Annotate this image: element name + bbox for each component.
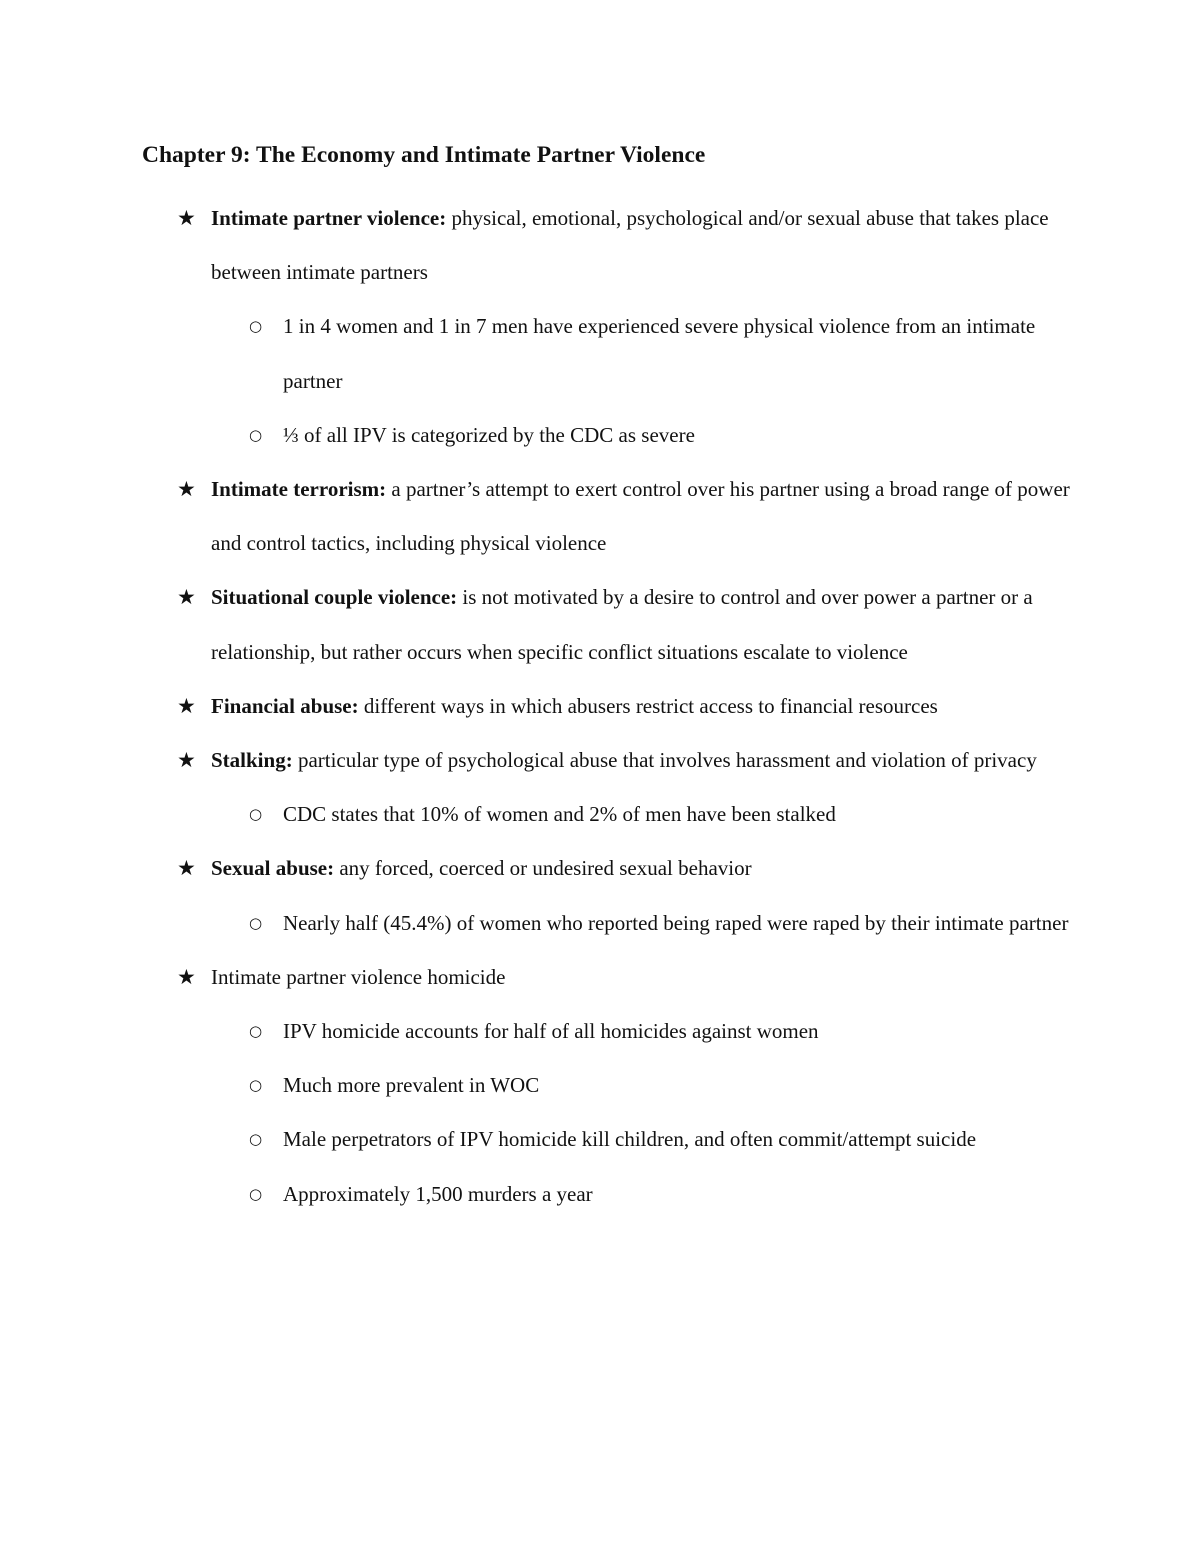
star-bullet-icon: ★ (177, 748, 196, 773)
star-bullet-icon: ★ (177, 585, 196, 610)
definition-text: different ways in which abusers restrict access to financial resources (358, 693, 938, 718)
sub-list-item (249, 1112, 1183, 1166)
star-bullet-icon: ★ (177, 693, 196, 718)
sub-item-text: Male perpetrators of IPV homicide kill children, and often commit/attempt suicide (283, 1127, 977, 1152)
sub-list-item (249, 1167, 1073, 1221)
star-bullet-icon: ★ (177, 964, 196, 989)
circle-bullet-icon: ○ (249, 317, 263, 336)
sub-item-text: ⅓ of all IPV is categorized by the CDC as severe (283, 422, 695, 447)
list-item-ipv-homicide (0, 950, 1071, 1221)
notes-outline (0, 191, 1200, 1221)
circle-bullet-icon: ○ (249, 1184, 263, 1203)
sub-item-text: CDC states that 10% of women and 2% of men have been stalked (283, 802, 836, 827)
term-label: Situational couple violence: (211, 585, 458, 610)
circle-bullet-icon: ○ (249, 1076, 263, 1095)
term-label: Intimate terrorism: (211, 477, 387, 502)
sub-list-item (249, 896, 1073, 950)
list-item-situational-couple-violence (0, 570, 1071, 678)
term-label: Intimate partner violence: (211, 206, 447, 230)
sub-list (211, 1004, 1071, 1221)
term-label: Stalking: (211, 748, 293, 773)
sub-list-item (249, 1058, 1073, 1112)
item-heading-text: Intimate partner violence homicide (211, 964, 506, 989)
star-bullet-icon: ★ (177, 206, 196, 230)
sub-item-text: Approximately 1,500 murders a year (283, 1181, 593, 1206)
sub-list-item (249, 1004, 1073, 1058)
list-item-intimate-terrorism (0, 462, 1071, 570)
circle-bullet-icon: ○ (249, 913, 263, 932)
definition-text: particular type of psychological abuse that involves harassment and violation of privacy (292, 748, 1037, 773)
sub-list-item (249, 787, 1073, 841)
star-bullet-icon: ★ (177, 856, 196, 881)
list-item-sexual-abuse (0, 841, 1071, 949)
page-title: Chapter 9: The Economy and Intimate Partner Violence (142, 142, 706, 168)
sub-list (211, 787, 1071, 841)
term-label: Sexual abuse: (211, 856, 335, 881)
sub-item-text: Nearly half (45.4%) of women who reported being raped were raped by their intimate partner (283, 910, 1069, 935)
list-item-stalking (0, 733, 1071, 841)
sub-list-item (249, 408, 1073, 462)
definition-text: is not motivated by a desire to control and over power a partner or a relationship, but rather occurs when specific conflict situations escalate to violence (211, 585, 1033, 664)
definition-text: any forced, coerced or undesired sexual behavior (334, 856, 752, 881)
sub-item-text: IPV homicide accounts for half of all homicides against women (283, 1019, 819, 1044)
sub-list-item (249, 299, 1073, 407)
circle-bullet-icon: ○ (249, 805, 263, 824)
list-item-financial-abuse (0, 679, 1071, 733)
sub-list (211, 896, 1071, 950)
circle-bullet-icon: ○ (249, 425, 263, 444)
circle-bullet-icon: ○ (249, 1130, 263, 1149)
circle-bullet-icon: ○ (249, 1022, 263, 1041)
star-bullet-icon: ★ (177, 477, 196, 502)
sub-list (211, 299, 1071, 462)
definition-text: physical, emotional, psychological and/or sexual abuse that takes place between intimate partners (211, 206, 1049, 285)
definition-text: a partner’s attempt to exert control over his partner using a broad range of power and control tactics, including physical violence (211, 477, 1070, 556)
list-item-intimate-partner-violence (0, 191, 1071, 462)
sub-item-text: Much more prevalent in WOC (283, 1073, 540, 1098)
sub-item-text: 1 in 4 women and 1 in 7 men have experienced severe physical violence from an intimate partner (283, 314, 1036, 393)
term-label: Financial abuse: (211, 693, 359, 718)
